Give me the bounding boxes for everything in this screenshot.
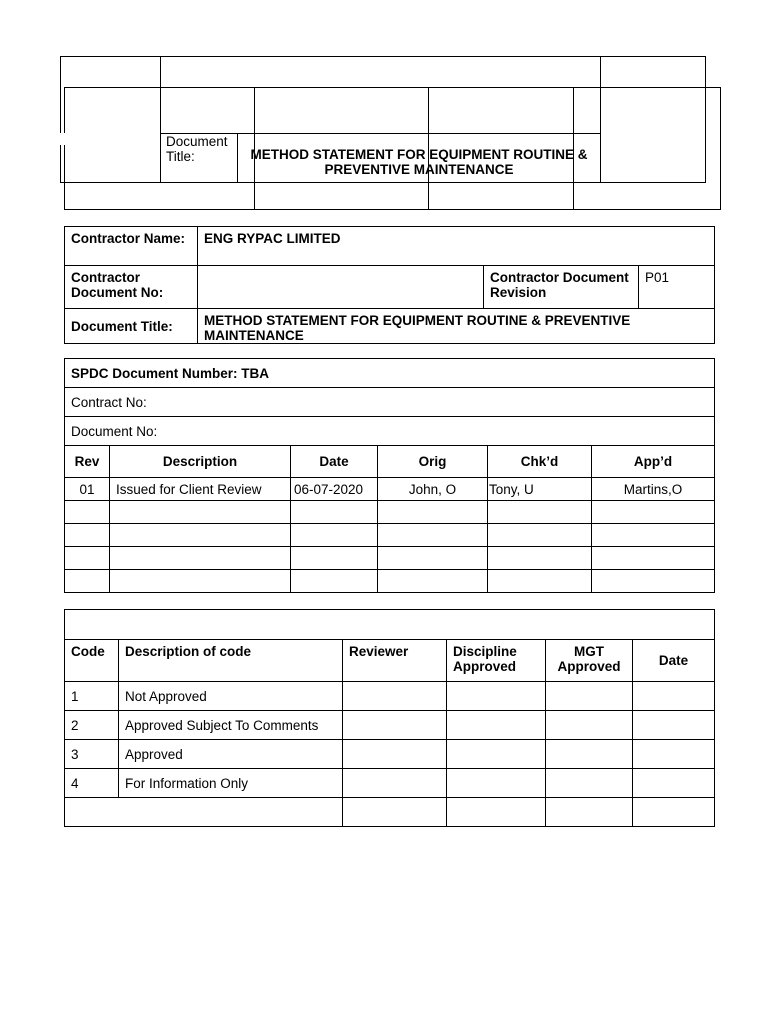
- table-cell: [65, 501, 110, 524]
- spdc-header-cell: Description: [110, 446, 291, 478]
- table-cell: [110, 524, 291, 547]
- table-cell: [592, 501, 715, 524]
- header-doc-title-label: Document Title:: [166, 134, 228, 164]
- spdc-header-cell: Chk’d: [488, 446, 592, 478]
- table-row: [65, 740, 715, 769]
- table-cell: [488, 570, 592, 593]
- codes-header-cell: Description of code: [119, 640, 343, 682]
- table-row: [65, 524, 715, 547]
- table-cell: [291, 524, 378, 547]
- code-cell: 4: [65, 769, 119, 798]
- header-doc-title-line1: METHOD STATEMENT FOR EQUIPMENT ROUTINE &: [250, 147, 588, 162]
- table-cell: [291, 501, 378, 524]
- header-divider: [600, 56, 601, 183]
- code-description-cell: Approved: [119, 740, 343, 769]
- table-cell: [378, 501, 488, 524]
- table-row: [65, 501, 715, 524]
- contractor-revision-value: P01: [639, 266, 715, 309]
- table-row: [65, 711, 715, 740]
- code-cell: 1: [65, 682, 119, 711]
- table-cell: Tony, U: [488, 478, 592, 501]
- table-cell: [592, 524, 715, 547]
- code-description-cell: For Information Only: [119, 769, 343, 798]
- table-cell: [592, 570, 715, 593]
- table-row: [65, 798, 715, 827]
- contractor-title-value: METHOD STATEMENT FOR EQUIPMENT ROUTINE & PREVENTIVE MAINTENANCE: [198, 309, 715, 344]
- table-cell: Martins,O: [592, 478, 715, 501]
- codes-header-cell: Code: [65, 640, 119, 682]
- table-cell: [488, 501, 592, 524]
- table-cell: [488, 524, 592, 547]
- contractor-title-label: Document Title:: [65, 309, 198, 344]
- contractor-table: [64, 226, 715, 344]
- spdc-header-cell: Rev: [65, 446, 110, 478]
- table-cell: [592, 547, 715, 570]
- table-cell: John, O: [378, 478, 488, 501]
- codes-header-cell: Discipline Approved: [447, 640, 546, 682]
- table-cell: [291, 570, 378, 593]
- code-cell: 3: [65, 740, 119, 769]
- table-cell: [291, 547, 378, 570]
- table-row: [65, 682, 715, 711]
- table-row: [65, 547, 715, 570]
- table-cell: 06-07-2020: [291, 478, 378, 501]
- code-cell: 2: [65, 711, 119, 740]
- table-cell: [65, 524, 110, 547]
- table-cell: [378, 570, 488, 593]
- table-cell: [488, 547, 592, 570]
- table-cell: [65, 547, 110, 570]
- contractor-doc-no-label: Contractor Document No:: [65, 266, 198, 309]
- table-cell: Issued for Client Review: [110, 478, 291, 501]
- table-row: [65, 478, 715, 501]
- code-description-cell: Approved Subject To Comments: [119, 711, 343, 740]
- table-cell: [378, 547, 488, 570]
- table-cell: [110, 547, 291, 570]
- header-doc-title: [238, 147, 600, 177]
- spdc-header-cell: Orig: [378, 446, 488, 478]
- code-description-cell: Not Approved: [119, 682, 343, 711]
- spdc-header-cell: Date: [291, 446, 378, 478]
- contractor-name-value: ENG RYPAC LIMITED: [198, 227, 715, 266]
- table-cell: [110, 501, 291, 524]
- spdc-table: [64, 358, 715, 593]
- review-code-empty-header: [65, 610, 715, 640]
- spdc-header-cell: App’d: [592, 446, 715, 478]
- spdc-doc-number: SPDC Document Number: TBA: [65, 359, 715, 388]
- table-row: [65, 769, 715, 798]
- table-row: [65, 570, 715, 593]
- codes-header-cell: Reviewer: [343, 640, 447, 682]
- spdc-contract-no: Contract No:: [65, 388, 715, 417]
- review-code-table: [64, 609, 715, 827]
- codes-header-cell: MGT Approved: [546, 640, 633, 682]
- contractor-name-label: Contractor Name:: [65, 227, 198, 266]
- header-divider: [160, 56, 161, 183]
- contractor-doc-no-value: [198, 266, 484, 309]
- spdc-document-no: Document No:: [65, 417, 715, 446]
- table-cell: [65, 570, 110, 593]
- header-doc-title-line2: PREVENTIVE MAINTENANCE: [324, 162, 514, 177]
- table-cell: [378, 524, 488, 547]
- table-cell: [110, 570, 291, 593]
- codes-header-cell: Date: [633, 640, 715, 682]
- contractor-revision-label: Contractor Document Revision: [484, 266, 639, 309]
- table-cell: 01: [65, 478, 110, 501]
